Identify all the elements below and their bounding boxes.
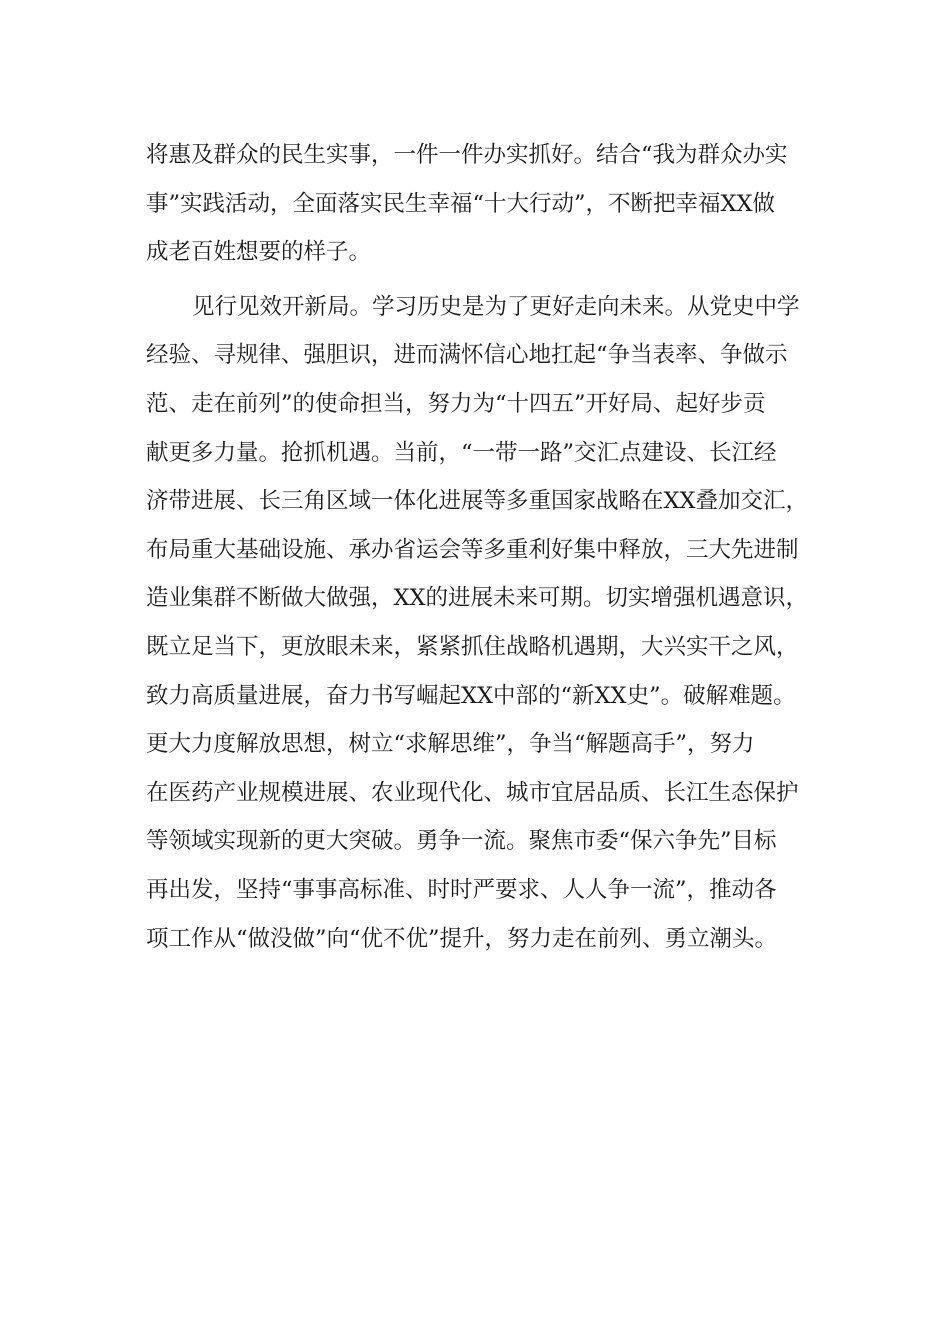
- text-line: 项工作从“做没做”向“优不优”提升，努力走在前列、勇立潮头。: [146, 925, 778, 952]
- text-line: [146, 963, 846, 1012]
- text-line: 布局重大基础设施、承办省运会等多重利好集中释放，三大先进制: [146, 536, 799, 563]
- text-line: 成老百姓想要的样子。: [146, 239, 372, 266]
- document-body: [146, 131, 846, 1012]
- text-line: 更大力度解放思想，树立“求解思维”，争当“解题高手”，努力: [146, 731, 755, 758]
- text-line: 等领域实现新的更大突破。勇争一流。聚焦市委“保六争先”目标: [146, 828, 777, 855]
- text-line: 再出发，坚持“事事高标准、时时严要求、人人争一流”，推动各: [146, 876, 777, 903]
- paragraph-2: [146, 283, 846, 1012]
- text-line: 将惠及群众的民生实事，一件一件办实抓好。结合“我为群众办实: [146, 142, 788, 168]
- text-line: 济带进展、长三角区域一体化进展等多重国家战略在XX叠加交汇，: [146, 488, 809, 515]
- text-line: 既立足当下，更放眼未来，紧紧抓住战略机遇期，大兴实干之风，: [146, 633, 799, 660]
- text-line: 经验、寻规律、强胆识，进而满怀信心地扛起“争当表率、争做示: [146, 342, 788, 369]
- paragraph-1: [146, 131, 846, 277]
- text-line: 事”实践活动，全面落实民生幸福“十大行动”，不断把幸福XX做: [146, 190, 776, 217]
- text-line: 在医药产业规模进展、农业现代化、城市宜居品质、长江生态保护: [146, 779, 799, 806]
- text-line-first: 见行见效开新局。学习历史是为了更好走向未来。从党史中学: [192, 293, 800, 320]
- text-line: 范、走在前列”的使命担当，努力为“十四五”开好局、起好步贡: [146, 390, 766, 417]
- text-line: 致力高质量进展，奋力书写崛起XX中部的“新XX史”。破解难题。: [146, 682, 796, 709]
- text-line: 献更多力量。抢抓机遇。当前，“一带一路”交汇点建设、长江经: [146, 439, 777, 466]
- text-line: 造业集群不断做大做强，XX的进展未来可期。切实增强机遇意识，: [146, 585, 809, 612]
